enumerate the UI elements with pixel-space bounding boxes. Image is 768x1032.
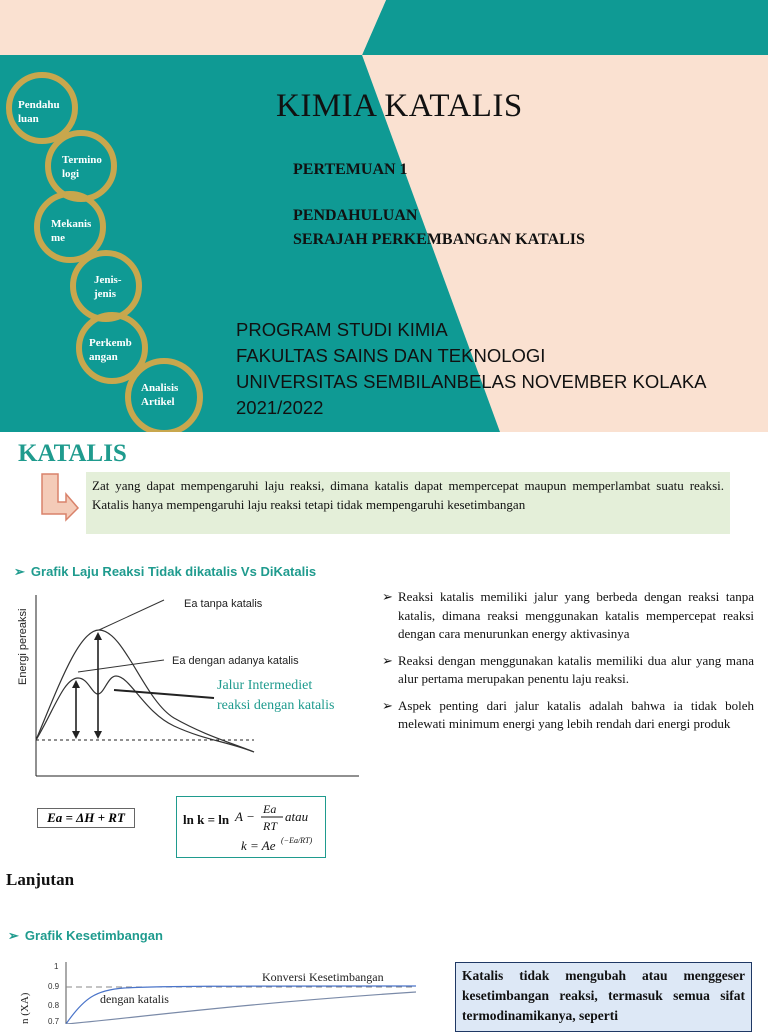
leader-line [114, 690, 214, 698]
y-tick: 0.9 [48, 982, 60, 991]
eq-numerator: Ea [263, 802, 277, 816]
subtitle-line-2: SERAJAH PERKEMBANGAN KATALIS [293, 231, 585, 248]
arrhenius-formula [177, 797, 325, 857]
leader-line [78, 660, 164, 672]
arrow-bullet-icon: ➢ [382, 652, 393, 668]
bullet-item [382, 652, 754, 689]
arrowhead-icon [94, 731, 102, 739]
nav-label-line: Analisis [141, 382, 179, 394]
y-tick: 1 [54, 962, 59, 971]
continuation-title: Lanjutan [6, 870, 75, 889]
arrow-bullet-icon: ➢ [382, 697, 393, 713]
label-uncatalyzed: Ea tanpa katalis [184, 598, 263, 610]
eq-denominator: RT [263, 819, 278, 833]
program-line: PROGRAM STUDI KIMIA [236, 319, 448, 340]
y-tick: 0.7 [48, 1017, 60, 1024]
program-line: UNIVERSITAS SEMBILANBELAS NOVEMBER KOLAKA [236, 371, 707, 392]
nav-circle-mekanisme[interactable] [51, 217, 91, 245]
arrowhead-icon [94, 632, 102, 640]
nav-label-line: Pendahu [18, 99, 60, 111]
graph-heading [14, 564, 316, 580]
bullet-text: Aspek penting dari jalur katalis adalah bahwa ia tidak boleh melewati minimum energi yang lebih rendah dari energi produk [398, 697, 754, 731]
equation-arrhenius [176, 796, 326, 858]
arrow-bullet-icon: ➢ [8, 928, 19, 943]
graph-heading-text: Grafik Laju Reaksi Tidak dikatalis Vs DiKatalis [30, 564, 317, 579]
nav-label-line: Perkemb [89, 337, 132, 349]
slide-title: KIMIA KATALIS [276, 88, 523, 124]
arrow-bullet-icon: ➢ [14, 564, 25, 579]
equilibrium-chart [14, 958, 424, 1024]
nav-circle-analisis[interactable] [141, 381, 178, 409]
nav-label-line: Termino [62, 154, 102, 166]
y-axis-label: n (XA) [19, 992, 31, 1024]
y-axis-label: Energi pereaksi [17, 608, 29, 685]
title-slide [0, 0, 768, 432]
nav-circle-terminologi[interactable] [62, 153, 102, 181]
nav-label-line: me [51, 232, 66, 244]
intermediate-note-line: Jalur Intermediet [217, 678, 313, 693]
meeting-label: PERTEMUAN 1 [293, 161, 408, 178]
bullet-text: Reaksi katalis memiliki jalur yang berbeda dengan reaksi tanpa katalis, dimana reaksi menggunakan katalis mempercepat reaksi dengan cara menurunkan energy aktivasinya [398, 589, 754, 641]
intermediate-note-line: reaksi dengan katalis [217, 698, 335, 713]
nav-label-line: luan [18, 113, 39, 125]
bullet-item [382, 588, 754, 644]
arrow-bullet-icon: ➢ [382, 589, 393, 604]
nav-label-line: jenis [94, 288, 116, 300]
leader-line [99, 600, 164, 630]
nav-circle-perkembangan[interactable] [89, 336, 132, 364]
eq-exponent: (−Ea/RT) [281, 836, 313, 845]
label-equilibrium: Konversi Kesetimbangan [262, 970, 384, 984]
nav-label-line: Artikel [141, 396, 175, 408]
nav-label-line: Mekanis [51, 218, 92, 230]
eq-exponential: k = Ae [241, 838, 276, 853]
equation-activation-energy: Ea = ΔH + RT [37, 808, 135, 828]
katalis-slide [0, 432, 768, 1024]
nav-label-line: logi [62, 168, 80, 180]
note-box: Katalis tidak mengubah atau menggeser kesetimbangan reaksi, termasuk semua sifat termodinamikanya, seperti [455, 962, 752, 1032]
label-catalyst: dengan katalis [100, 992, 169, 1006]
arrowhead-icon [72, 731, 80, 739]
program-line: FAKULTAS SAINS DAN TEKNOLOGI [236, 345, 546, 366]
nav-circle-jenis[interactable] [94, 273, 122, 301]
equilibrium-heading-text: Grafik Kesetimbangan [24, 928, 163, 943]
y-tick: 0.8 [48, 1001, 60, 1010]
equilibrium-heading [8, 928, 163, 944]
bullet-list [382, 588, 754, 742]
subtitle-line-1: PENDAHULUAN [293, 207, 418, 224]
label-catalyzed: Ea dengan adanya katalis [172, 655, 299, 667]
definition-box: Zat yang dapat mempengaruhi laju reaksi, dimana katalis dapat mempercepat maupun memperlambat suatu reaksi. Katalis hanya mempengaruhi laju reaksi tetapi tidak mempengaruhi kesetimbangan [86, 472, 730, 534]
arrowhead-icon [72, 680, 80, 688]
eq-minus: − [247, 809, 255, 824]
nav-label-line: angan [89, 351, 118, 363]
bullet-item [382, 697, 754, 734]
eq-a: A [235, 809, 243, 824]
eq-word: atau [285, 809, 309, 824]
nav-label-line: Jenis- [94, 274, 122, 286]
eq-lhs: ln k = ln [183, 812, 230, 827]
intermediate-note [217, 676, 334, 716]
program-line: 2021/2022 [236, 397, 324, 418]
section-title: KATALIS [18, 440, 127, 467]
nav-circle-pendahuluan[interactable] [18, 98, 60, 126]
bent-arrow-icon [40, 472, 80, 522]
bullet-text: Reaksi dengan menggunakan katalis memiliki dua alur yang mana alur pertama merupakan penentu laju reaksi. [398, 652, 754, 686]
